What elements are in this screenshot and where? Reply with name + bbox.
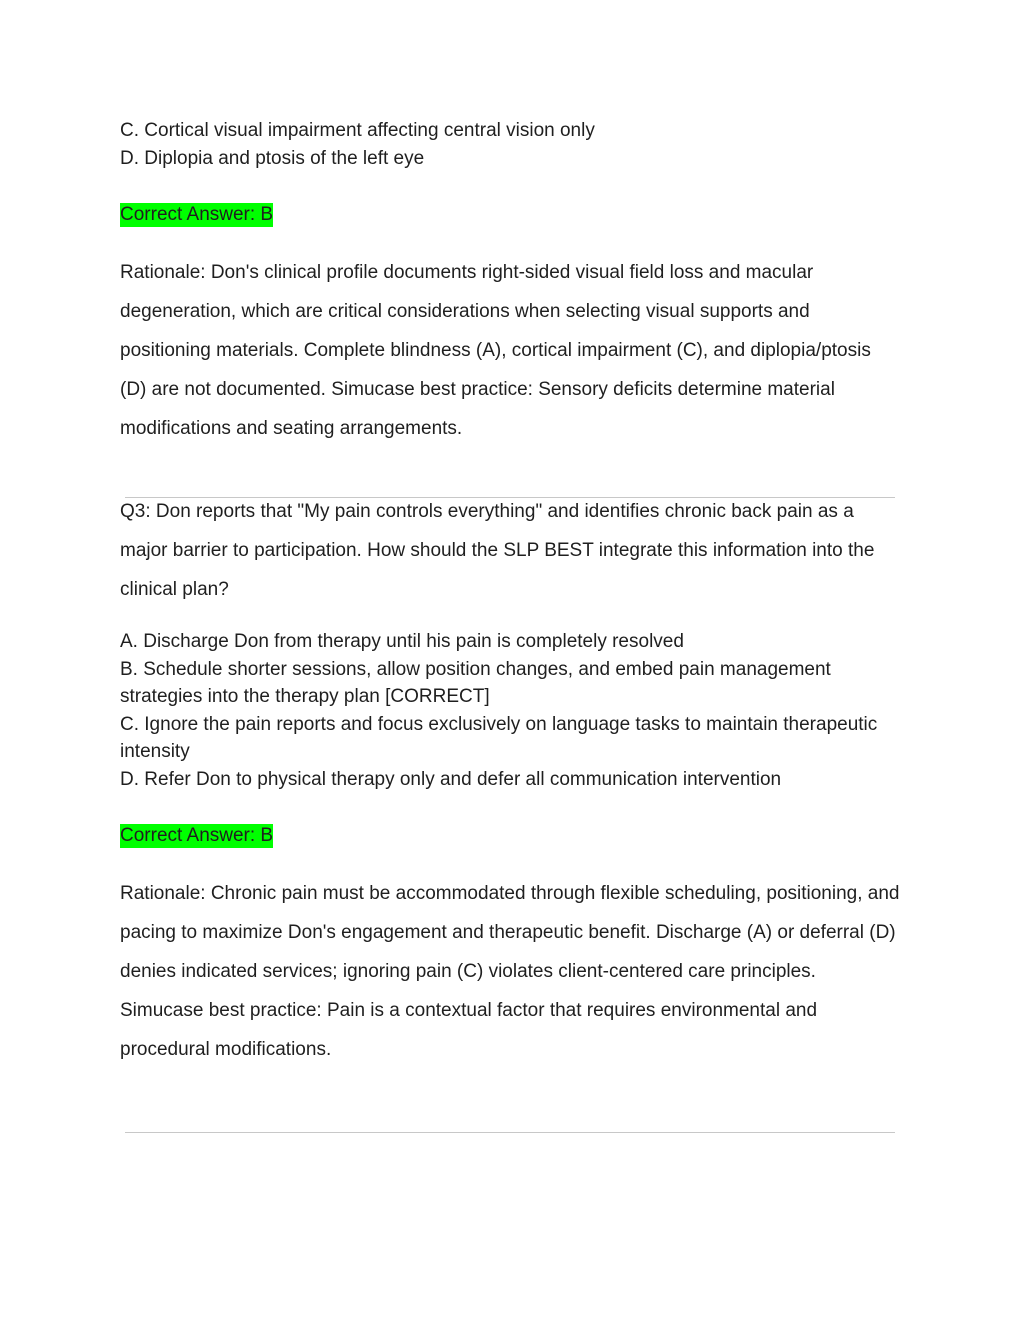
- q3-correct-answer: Correct Answer: B: [120, 825, 274, 846]
- q2-option-c: C. Cortical visual impairment affecting central vision only: [120, 120, 595, 141]
- q2-rationale: Rationale: Don's clinical profile documents right-sided visual field loss and macular degeneration, which are critical considerations when selecting visual supports and positioning materials. Complete blindness (A), cortical impairment (C), and diplopia/ptosis (D) are not documented. Simucase best practice: Sensory deficits determine material modifications and seating arrangements.: [120, 262, 871, 439]
- q2-options: [120, 117, 900, 172]
- q3-rationale: Rationale: Chronic pain must be accommodated through flexible scheduling, positioning, and pacing to maximize Don's engagement and therapeutic benefit. Discharge (A) or deferral (D) denies indicated services; ignoring pain (C) violates client-centered care principles. Simucase best practice: Pain is a contextual factor that requires environmental and procedural modifications.: [120, 883, 900, 1060]
- q2-option-d: D. Diplopia and ptosis of the left eye: [120, 147, 425, 169]
- q3-options: [120, 628, 900, 793]
- q3-question: Q3: Don reports that "My pain controls everything" and identifies chronic back pain as a major barrier to participation. How should the SLP BEST integrate this information into the clinical plan?: [120, 501, 875, 600]
- section-divider: [125, 1132, 895, 1133]
- q3-option-d: D. Refer Don to physical therapy only and defer all communication intervention: [120, 768, 782, 790]
- q3-option-a: A. Discharge Don from therapy until his pain is completely resolved: [120, 631, 684, 652]
- q2-correct-answer: Correct Answer: B: [120, 204, 274, 225]
- section-divider: [125, 497, 895, 498]
- q3-option-c: C. Ignore the pain reports and focus exclusively on language tasks to maintain therapeutic intensity: [120, 713, 878, 762]
- document-page: [120, 117, 900, 1069]
- q3-option-b: B. Schedule shorter sessions, allow position changes, and embed pain management strategies into the therapy plan [CORRECT]: [120, 658, 831, 707]
